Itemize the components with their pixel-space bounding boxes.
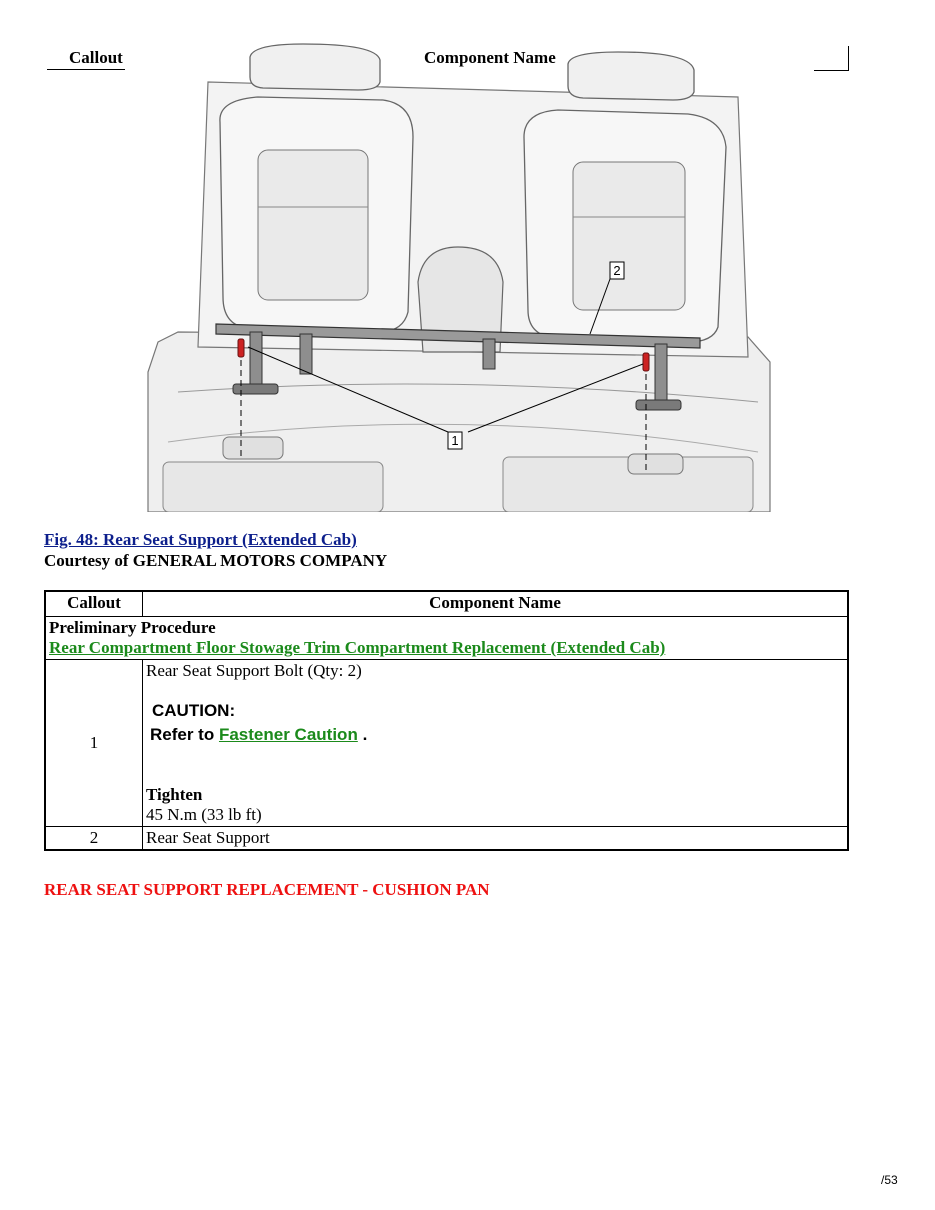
caution-refer [150,725,844,745]
fastener-caution-link[interactable]: Fastener Caution [218,725,358,744]
callout-table [44,590,849,851]
bolt-boss-right [628,454,683,474]
page-number: /53 [881,1173,898,1187]
component-name-header: Component Name [424,48,556,67]
support-foot-left [233,384,278,394]
torque-value: 45 N.m (33 lb ft) [146,805,262,824]
support-leg-mid-left [300,334,312,374]
right-seat-panel [573,162,685,310]
tighten-label: Tighten [146,785,203,804]
bolt-right [643,353,649,371]
table-row [45,827,848,851]
callout-header-cut [47,40,125,70]
right-headrest [568,52,694,100]
table-row [45,660,848,827]
component-name-2: Rear Seat Support [143,827,849,851]
component-name-1: Rear Seat Support Bolt (Qty: 2) [146,661,362,680]
courtesy-text: Courtesy of GENERAL MOTORS COMPANY [44,551,388,570]
callout-column-header: Callout [45,591,143,617]
callout-label-2: 2 [613,263,621,278]
callout-label-1: 1 [451,433,459,448]
seat-illustration [138,42,778,512]
support-leg-right [655,344,667,404]
header-cell-border [814,46,849,71]
component-cell-1 [143,660,849,827]
table-header-row [45,591,848,617]
callout-number-1: 1 [45,660,143,827]
support-foot-right [636,400,681,410]
refer-prefix: Refer to [150,725,215,744]
support-leg-left [250,332,262,392]
floor-block-left [163,462,383,512]
figure-caption-link[interactable]: Fig. 48: Rear Seat Support (Extended Cab) [44,530,357,549]
support-leg-center [483,339,495,369]
bolt-boss-left [223,437,283,459]
caution-label: CAUTION: [152,701,236,720]
refer-suffix: . [362,725,368,744]
caution-block [150,701,844,745]
preliminary-row [45,617,848,660]
preliminary-title: Preliminary Procedure [49,618,216,637]
rear-seat-support-figure [138,42,778,512]
bolt-left [238,339,244,357]
left-seat-panel [258,150,368,300]
preliminary-procedure-link[interactable]: Rear Compartment Floor Stowage Trim Compartment Replacement (Extended Cab) [49,638,666,657]
section-title: REAR SEAT SUPPORT REPLACEMENT - CUSHION PAN [44,880,490,899]
component-name-column-header: Component Name [143,591,849,617]
preliminary-cell [45,617,848,660]
callout-number-2: 2 [45,827,143,851]
left-headrest [250,44,380,90]
callout-header-text: Callout [69,48,123,67]
